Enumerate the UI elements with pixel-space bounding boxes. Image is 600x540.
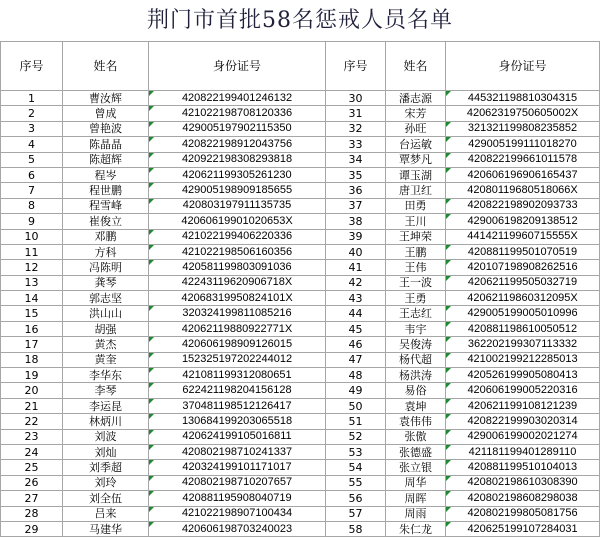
serial-number-cell: 20	[1, 383, 62, 397]
serial-number-cell: 35	[326, 168, 385, 182]
id-number-cell: 429006199002021274	[446, 430, 599, 444]
id-number-cell: 421022198907100434	[149, 507, 325, 521]
serial-number-cell: 48	[326, 368, 385, 382]
id-number-cell: 420625199107284031	[446, 522, 599, 536]
id-number-cell: 421002199212285013	[446, 353, 599, 367]
name-cell: 胡强	[63, 322, 148, 336]
serial-number-cell: 40	[326, 245, 385, 259]
id-number-cell: 370481198512126417	[149, 399, 325, 413]
header-serial-number: 序号	[326, 42, 385, 90]
serial-number-cell: 50	[326, 399, 385, 413]
id-number-cell: 420606196906165437	[446, 168, 599, 182]
name-cell: 程岑	[63, 168, 148, 182]
name-cell: 吕来	[63, 507, 148, 521]
table-header-row	[1, 42, 599, 90]
id-number-cell: 420822198902093733	[446, 199, 599, 213]
name-cell: 龚琴	[63, 276, 148, 290]
table-row	[1, 491, 599, 505]
table-row	[1, 245, 599, 259]
id-number-cell: 421081199312080651	[149, 368, 325, 382]
name-cell: 程雪峰	[63, 199, 148, 213]
name-cell: 李华东	[63, 368, 148, 382]
id-number-cell: 420881199510104013	[446, 460, 599, 474]
id-number-cell: 420621199505032719	[446, 276, 599, 290]
table-row	[1, 476, 599, 490]
table-row	[1, 322, 599, 336]
name-cell: 谭玉湖	[386, 168, 445, 182]
serial-number-cell: 27	[1, 491, 62, 505]
name-cell: 王志红	[386, 306, 445, 320]
serial-number-cell: 12	[1, 260, 62, 274]
name-cell: 王勇	[386, 291, 445, 305]
serial-number-cell: 8	[1, 199, 62, 213]
id-number-cell: 130684199203065518	[149, 414, 325, 428]
name-cell: 王鹏	[386, 245, 445, 259]
table-row	[1, 122, 599, 136]
name-cell: 刘波	[63, 430, 148, 444]
id-number-cell: 42068319950824101X	[149, 291, 325, 305]
name-cell: 王川	[386, 214, 445, 228]
serial-number-cell: 13	[1, 276, 62, 290]
name-cell: 黄杰	[63, 337, 148, 351]
serial-number-cell: 44	[326, 306, 385, 320]
id-number-cell: 420621199108121239	[446, 399, 599, 413]
serial-number-cell: 4	[1, 137, 62, 151]
name-cell: 韦宇	[386, 322, 445, 336]
id-number-cell: 420621199305261230	[149, 168, 325, 182]
id-number-cell: 42062119860312095X	[446, 291, 599, 305]
name-cell: 张傲	[386, 430, 445, 444]
serial-number-cell: 19	[1, 368, 62, 382]
serial-number-cell: 47	[326, 353, 385, 367]
serial-number-cell: 52	[326, 430, 385, 444]
serial-number-cell: 1	[1, 91, 62, 105]
id-number-cell: 421181199401289110	[446, 445, 599, 459]
name-cell: 易俗	[386, 383, 445, 397]
name-cell: 曾成	[63, 106, 148, 120]
name-cell: 曹汝辉	[63, 91, 148, 105]
table-row	[1, 106, 599, 120]
table-row	[1, 91, 599, 105]
serial-number-cell: 2	[1, 106, 62, 120]
id-number-cell: 420581199803091036	[149, 260, 325, 274]
serial-number-cell: 22	[1, 414, 62, 428]
serial-number-cell: 29	[1, 522, 62, 536]
name-cell: 李琴	[63, 383, 148, 397]
serial-number-cell: 54	[326, 460, 385, 474]
name-cell: 潘志源	[386, 91, 445, 105]
id-number-cell: 421022199406220336	[149, 230, 325, 244]
table-row	[1, 430, 599, 444]
serial-number-cell: 25	[1, 460, 62, 474]
id-number-cell: 420881198610050512	[446, 322, 599, 336]
name-cell: 林炳川	[63, 414, 148, 428]
id-number-cell: 420606199005220316	[446, 383, 599, 397]
name-cell: 曾艳波	[63, 122, 148, 136]
table-row	[1, 337, 599, 351]
id-number-cell: 42062119880922771X	[149, 322, 325, 336]
serial-number-cell: 56	[326, 491, 385, 505]
id-number-cell: 429005199111018270	[446, 137, 599, 151]
serial-number-cell: 5	[1, 153, 62, 167]
serial-number-cell: 39	[326, 230, 385, 244]
name-cell: 袁伟伟	[386, 414, 445, 428]
table-row	[1, 276, 599, 290]
id-number-cell: 420822198912043756	[149, 137, 325, 151]
id-number-cell: 429005199005010996	[446, 306, 599, 320]
serial-number-cell: 14	[1, 291, 62, 305]
id-number-cell: 429005197902115350	[149, 122, 325, 136]
serial-number-cell: 28	[1, 507, 62, 521]
name-cell: 吴俊涛	[386, 337, 445, 351]
serial-number-cell: 21	[1, 399, 62, 413]
id-number-cell: 420881199501070519	[446, 245, 599, 259]
id-number-cell: 420802198608298038	[446, 491, 599, 505]
table-row	[1, 137, 599, 151]
id-number-cell: 152325197202244012	[149, 353, 325, 367]
table-row	[1, 291, 599, 305]
name-cell: 周华	[386, 476, 445, 490]
serial-number-cell: 37	[326, 199, 385, 213]
table-row	[1, 230, 599, 244]
id-number-cell: 622421198204156128	[149, 383, 325, 397]
name-cell: 程世鹏	[63, 183, 148, 197]
serial-number-cell: 3	[1, 122, 62, 136]
id-number-cell: 421022198506160356	[149, 245, 325, 259]
name-cell: 周雨	[386, 507, 445, 521]
name-cell: 刘全伍	[63, 491, 148, 505]
serial-number-cell: 33	[326, 137, 385, 151]
serial-number-cell: 53	[326, 445, 385, 459]
serial-number-cell: 36	[326, 183, 385, 197]
serial-number-cell: 6	[1, 168, 62, 182]
serial-number-cell: 38	[326, 214, 385, 228]
table-row	[1, 168, 599, 182]
serial-number-cell: 45	[326, 322, 385, 336]
name-cell: 王坤荣	[386, 230, 445, 244]
name-cell: 冯陈明	[63, 260, 148, 274]
id-number-cell: 420526199905080413	[446, 368, 599, 382]
table-row	[1, 460, 599, 474]
serial-number-cell: 24	[1, 445, 62, 459]
serial-number-cell: 49	[326, 383, 385, 397]
id-number-cell: 420822199401246132	[149, 91, 325, 105]
table-row	[1, 522, 599, 536]
name-cell: 孙旺	[386, 122, 445, 136]
serial-number-cell: 42	[326, 276, 385, 290]
page-title: 荆门市首批58名惩戒人员名单	[147, 8, 453, 33]
serial-number-cell: 10	[1, 230, 62, 244]
name-cell: 杨洪涛	[386, 368, 445, 382]
name-cell: 刘季超	[63, 460, 148, 474]
id-number-cell: 420802198710241337	[149, 445, 325, 459]
name-cell: 张立银	[386, 460, 445, 474]
serial-number-cell: 16	[1, 322, 62, 336]
name-cell: 周晖	[386, 491, 445, 505]
name-cell: 邓鹏	[63, 230, 148, 244]
table-row	[1, 399, 599, 413]
name-cell: 马建华	[63, 522, 148, 536]
serial-number-cell: 18	[1, 353, 62, 367]
id-number-cell: 429006198209138512	[446, 214, 599, 228]
name-cell: 陈超辉	[63, 153, 148, 167]
id-number-cell: 420802198610308390	[446, 476, 599, 490]
table-row	[1, 214, 599, 228]
header-id-number: 身份证号	[446, 42, 599, 90]
name-cell: 洪山山	[63, 306, 148, 320]
header-name: 姓名	[63, 42, 148, 90]
name-cell: 张德盛	[386, 445, 445, 459]
serial-number-cell: 26	[1, 476, 62, 490]
serial-number-cell: 43	[326, 291, 385, 305]
people-table	[0, 41, 600, 537]
table-row	[1, 153, 599, 167]
name-cell: 台运敏	[386, 137, 445, 151]
name-cell: 郭志坚	[63, 291, 148, 305]
id-number-cell: 44142119960715555X	[446, 230, 599, 244]
serial-number-cell: 31	[326, 106, 385, 120]
table-row	[1, 306, 599, 320]
id-number-cell: 420803197911135735	[149, 199, 325, 213]
serial-number-cell: 58	[326, 522, 385, 536]
table-row	[1, 414, 599, 428]
id-number-cell: 420802199805081756	[446, 507, 599, 521]
name-cell: 陈晶晶	[63, 137, 148, 151]
id-number-cell: 42243119620906718X	[149, 276, 325, 290]
name-cell: 朱仁龙	[386, 522, 445, 536]
header-serial-number: 序号	[1, 42, 62, 90]
id-number-cell: 421022198708120336	[149, 106, 325, 120]
serial-number-cell: 7	[1, 183, 62, 197]
id-number-cell: 42062319750605002X	[446, 106, 599, 120]
id-number-cell: 420922198308293818	[149, 153, 325, 167]
header-id-number: 身份证号	[149, 42, 325, 90]
serial-number-cell: 57	[326, 507, 385, 521]
serial-number-cell: 34	[326, 153, 385, 167]
id-number-cell: 420107198908262516	[446, 260, 599, 274]
id-number-cell: 420802198710207657	[149, 476, 325, 490]
serial-number-cell: 9	[1, 214, 62, 228]
id-number-cell: 420606198703240023	[149, 522, 325, 536]
serial-number-cell: 51	[326, 414, 385, 428]
serial-number-cell: 32	[326, 122, 385, 136]
table-row	[1, 199, 599, 213]
id-number-cell: 420822199661011578	[446, 153, 599, 167]
name-cell: 刘玲	[63, 476, 148, 490]
name-cell: 杨代超	[386, 353, 445, 367]
table-row	[1, 260, 599, 274]
serial-number-cell: 15	[1, 306, 62, 320]
id-number-cell: 420822199903020314	[446, 414, 599, 428]
id-number-cell: 42080119680518066X	[446, 183, 599, 197]
serial-number-cell: 41	[326, 260, 385, 274]
name-cell: 黄奎	[63, 353, 148, 367]
id-number-cell: 420624199105016811	[149, 430, 325, 444]
id-number-cell: 362202199307113332	[446, 337, 599, 351]
table-row	[1, 507, 599, 521]
serial-number-cell: 11	[1, 245, 62, 259]
id-number-cell: 320324199811085216	[149, 306, 325, 320]
serial-number-cell: 23	[1, 430, 62, 444]
name-cell: 王一波	[386, 276, 445, 290]
name-cell: 袁坤	[386, 399, 445, 413]
id-number-cell: 420606198909126015	[149, 337, 325, 351]
serial-number-cell: 55	[326, 476, 385, 490]
name-cell: 刘灿	[63, 445, 148, 459]
serial-number-cell: 17	[1, 337, 62, 351]
id-number-cell: 321321199808235852	[446, 122, 599, 136]
table-row	[1, 383, 599, 397]
header-name: 姓名	[386, 42, 445, 90]
table-row	[1, 368, 599, 382]
name-cell: 崔俊立	[63, 214, 148, 228]
name-cell: 唐卫红	[386, 183, 445, 197]
id-number-cell: 420881195908040719	[149, 491, 325, 505]
id-number-cell: 42060619901020653X	[149, 214, 325, 228]
table-row	[1, 353, 599, 367]
name-cell: 宋芳	[386, 106, 445, 120]
serial-number-cell: 30	[326, 91, 385, 105]
table-row	[1, 445, 599, 459]
serial-number-cell: 46	[326, 337, 385, 351]
name-cell: 田勇	[386, 199, 445, 213]
table-row	[1, 183, 599, 197]
name-cell: 李运昆	[63, 399, 148, 413]
name-cell: 方科	[63, 245, 148, 259]
id-number-cell: 420324199101171017	[149, 460, 325, 474]
id-number-cell: 429005198909185655	[149, 183, 325, 197]
name-cell: 王伟	[386, 260, 445, 274]
id-number-cell: 445321198810304315	[446, 91, 599, 105]
name-cell: 覃梦凡	[386, 153, 445, 167]
